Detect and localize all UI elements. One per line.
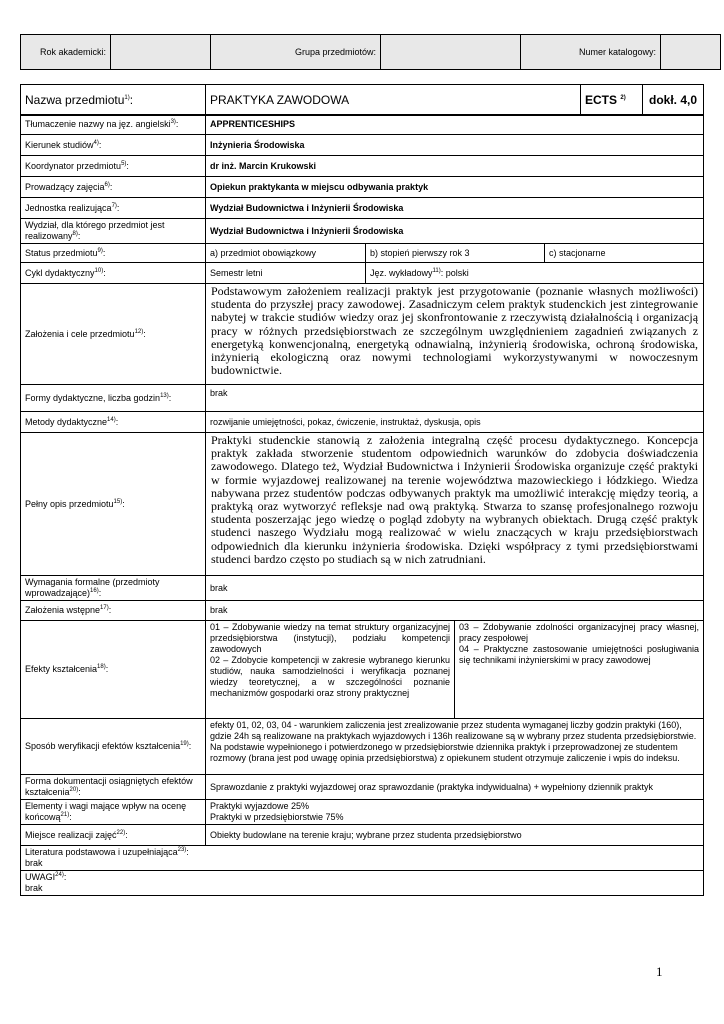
outcomes-label: Efekty kształcenia$^{18)}$: (21, 621, 206, 719)
documentation-value: Sprawozdanie z praktyki wyjazdowej oraz sprawozdanie (praktyka indywidualna) + wypełniony dziennik praktyk (206, 775, 704, 800)
coordinator-label: Koordynator przedmiotu$^{5)}$: (21, 156, 206, 177)
grading-line-1: Praktyki wyjazdowe 25% (210, 801, 310, 811)
grading-value (206, 800, 704, 825)
numer-value (661, 35, 721, 70)
status-label: Status przedmiotu$^{9)}$: (21, 244, 206, 263)
catalog-header-table (20, 34, 721, 70)
cycle-label: Cykl dydaktyczny$^{10)}$: (21, 263, 206, 284)
prerequisites-value: brak (206, 601, 704, 621)
field-of-study-value: Inżynieria Środowiska (206, 135, 704, 156)
literature-label: Literatura podstawowa i uzupełniająca$^{23)}$: (25, 847, 189, 857)
page-number: 1 (656, 964, 663, 979)
course-details-table (20, 114, 704, 896)
faculty-label: Wydział, dla którego przedmiot jest realizowany$^{8)}$: (21, 219, 206, 244)
language-label: Jęz. wykładowy (370, 267, 433, 278)
grupa-label: Grupa przedmiotów: (211, 35, 381, 70)
notes-cell (21, 871, 704, 896)
ects-label: ECTS $^{2)}$ (581, 85, 643, 116)
requirements-label: Wymagania formalne (przedmioty wprowadzające)$^{16)}$: (21, 576, 206, 601)
forms-value: brak (206, 385, 704, 412)
instructor-label: Prowadzący zajęcia$^{6)}$: (21, 177, 206, 198)
requirements-value: brak (206, 576, 704, 601)
place-value: Obiekty budowlane na terenie kraju; wybrane przez studenta przedsiębiorstwo (206, 825, 704, 846)
rok-label: Rok akademicki: (21, 35, 111, 70)
outcomes-right: 03 – Zdobywanie zdolności organizacyjnej pracy własnej, pracy zespołowej 04 – Praktyczne zastosowanie umiejętności posługiwania się technikami inżynierskimi w pracy zawodowej (455, 621, 704, 719)
translation-label: Tłumaczenie nazwy na jęz. angielski$^{3)}$: (21, 115, 206, 135)
status-b: b) stopień pierwszy rok 3 (366, 244, 545, 263)
ects-value: dokł. 4,0 (643, 85, 704, 116)
rok-value (111, 35, 211, 70)
title-table (20, 84, 704, 116)
description-label: Pełny opis przedmiotu$^{15)}$: (21, 433, 206, 576)
assumptions-label: Założenia i cele przedmiotu$^{12)}$: (21, 284, 206, 385)
status-c: c) stacjonarne (545, 244, 704, 263)
course-name-value: PRAKTYKA ZAWODOWA (206, 85, 581, 116)
notes-label: UWAGI$^{24)}$: (25, 872, 67, 882)
outcomes-left: 01 – Zdobywanie wiedzy na temat struktury organizacyjnej przedsiębiorstwa (instytucji), podziału kompetencji zawodowych 02 – Zdobycie kompetencji w zakresie wybranego kierunku studiów, nauka samodzielności i weryfikacja poznanej wiedzy teoretycznej, a w szczególności poznanie mechanizmów gospodarki oraz strony praktycznej (206, 621, 455, 719)
cycle-value: Semestr letni (206, 263, 366, 284)
assumptions-value: Podstawowym założeniem realizacji praktyk jest przygotowanie (poznanie własnych możliwości) studenta do przyszłej pracy zawodowej. Zasadniczym celem praktyk studenckich jest zintegrowanie nabytej w trakcie studiów wiedzy oraz jej skonfrontowanie z rzeczywistą działalnością i organizacją pracy w różnych przedsiębiorstwach ze szczególnym uwzględnieniem zagadnień związanych z energetyką konwencjonalną, energetyką odnawialną, inżynierią środowiska, ochroną środowiska, inżynierią ekologiczną oraz nowymi technologiami wykorzystywanymi w nowoczesnym budownictwie. (206, 284, 704, 385)
unit-value: Wydział Budownictwa i Inżynierii Środowiska (206, 198, 704, 219)
methods-value: rozwijanie umiejętności, pokaz, ćwiczenie, instruktaż, dyskusja, opis (206, 412, 704, 433)
grupa-value (381, 35, 521, 70)
translation-value: APPRENTICESHIPS (206, 115, 704, 135)
status-a: a) przedmiot obowiązkowy (206, 244, 366, 263)
numer-label: Numer katalogowy: (521, 35, 661, 70)
literature-cell (21, 846, 704, 871)
methods-label: Metody dydaktyczne$^{14)}$: (21, 412, 206, 433)
grading-line-2: Praktyki w przedsiębiorstwie 75% (210, 812, 344, 822)
verification-value: efekty 01, 02, 03, 04 - warunkiem zaliczenia jest zrealizowanie przez studenta wymaganej liczby godzin praktyki (160), gdzie 24h są realizowane na praktykach wyjazdowych i 136h realizowane są w wybrany przez studenta przedsiębiorstwie. Na podstawie wypełnionego i potwierdzonego w przedsiębiorstwie dziennika praktyk i przeprowadzonej ze studentem rozmowy (brana jest pod uwagę opinia przedsiębiorstwa) z opiekunem student otrzymuje zaliczenie i wpis do indeksu. (206, 719, 704, 775)
unit-label: Jednostka realizująca$^{7)}$: (21, 198, 206, 219)
prerequisites-label: Założenia wstępne$^{17)}$: (21, 601, 206, 621)
literature-value: brak (25, 858, 43, 868)
documentation-label: Forma dokumentacji osiągniętych efektów kształcenia$^{20)}$: (21, 775, 206, 800)
description-value: Praktyki studenckie stanowią z założenia integralną część procesu dydaktycznego. Koncepcja praktyk zakłada stworzenie studentom odpowiednich warunków do zdobycia doświadczenia zawodowego. Dlatego też, Wydział Budownictwa i Inżynierii Środowiska organizuje część praktyki w formie wyjazdowej realizowanej na terenie województwa mazowieckiego i łódzkiego. Wiedza nabywana przez studentów podczas odbywanych praktyk ma umożliwić interakcję między teorią, a praktyką oraz wytworzyć refleksje nad ową praktyką. Stwarza to szansę profesjonalnego rozwoju studenta poszerzając jego wiedzę o pogląd zdobyty na wybranych obiektach. Drugą część praktyk studenci naszego Wydziału mogą realizować w wielu znaczących w kraju przedsiębiorstwach odpowiednich dla kierunku inżynieria środowiska. Dzięki współpracy z tymi przedsiębiorstwami studenci bardzo często po studiach są w nich zatrudniani. (206, 433, 704, 576)
verification-label: Sposób weryfikacji efektów kształcenia$^{19)}$: (21, 719, 206, 775)
instructor-value: Opiekun praktykanta w miejscu odbywania praktyk (206, 177, 704, 198)
forms-label: Formy dydaktyczne, liczba godzin$^{13)}$: (21, 385, 206, 412)
place-label: Miejsce realizacji zajęć$^{22)}$: (21, 825, 206, 846)
coordinator-value: dr inż. Marcin Krukowski (206, 156, 704, 177)
field-of-study-label: Kierunek studiów$^{4)}$: (21, 135, 206, 156)
language-value: : polski (440, 267, 469, 278)
course-name-label: Nazwa przedmiotu$^{1)}$: (21, 85, 206, 116)
language-cell: Jęz. wykładowy$^{11)}$: polski (366, 263, 704, 284)
faculty-value: Wydział Budownictwa i Inżynierii Środowiska (206, 219, 704, 244)
grading-label: Elementy i wagi mające wpływ na ocenę końcową$^{21)}$: (21, 800, 206, 825)
notes-value: brak (25, 883, 43, 893)
